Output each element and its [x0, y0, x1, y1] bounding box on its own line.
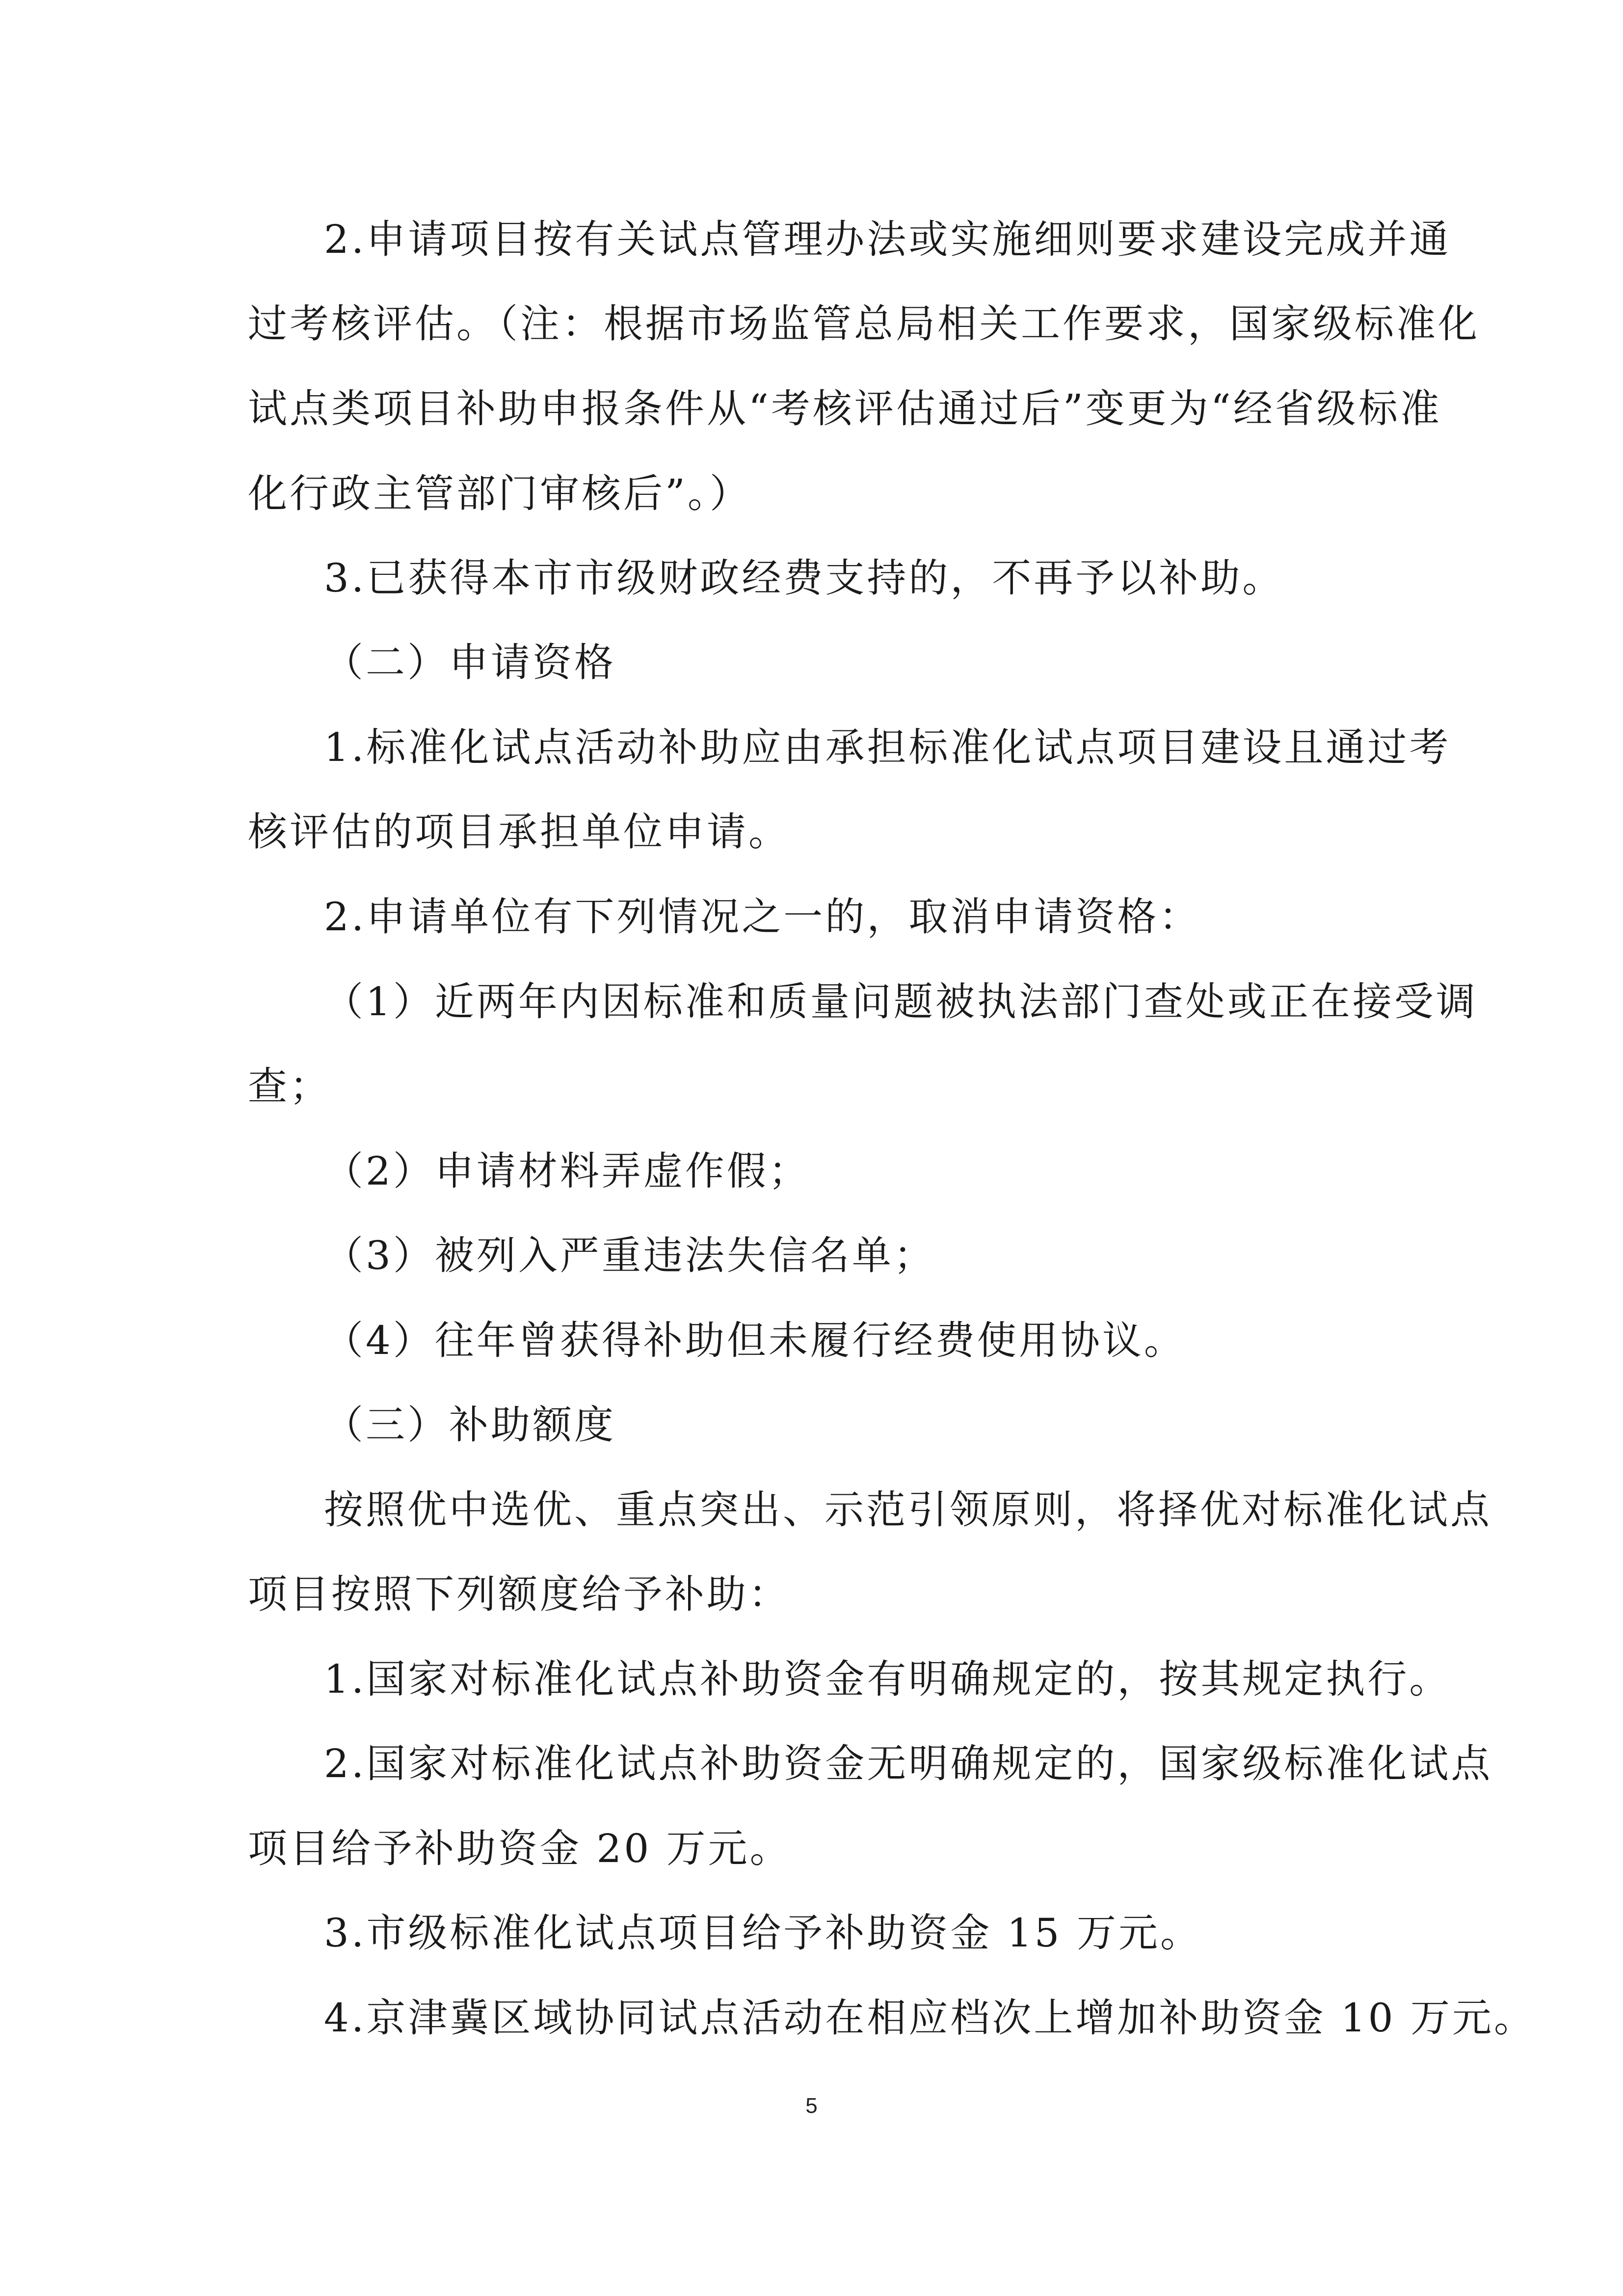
list-item-disqualify-3: （3）被列入严重违法失信名单； [324, 1233, 935, 1278]
section-heading-qualification: （二）申请资格 [324, 640, 616, 685]
paragraph-subsidy-3: 3.市级标准化试点项目给予补助资金 15 万元。 [324, 1910, 1202, 1956]
paragraph-subsidy-2-line-2: 项目给予补助资金 20 万元。 [248, 1826, 792, 1871]
list-item-disqualify-2: （2）申请材料弄虚作假； [324, 1148, 810, 1194]
paragraph-subsidy-1: 1.国家对标准化试点补助资金有明确规定的，按其规定执行。 [324, 1656, 1451, 1702]
paragraph-subsidy-intro-line-1: 按照优中选优、重点突出、示范引领原则，将择优对标准化试点 [324, 1487, 1492, 1533]
paragraph-subsidy-2-line-1: 2.国家对标准化试点补助资金无明确规定的，国家级标准化试点 [324, 1741, 1493, 1786]
paragraph-subsidy-intro-line-2: 项目按照下列额度给予补助： [248, 1571, 790, 1617]
paragraph-subsidy-4: 4.京津冀区域协同试点活动在相应档次上增加补助资金 10 万元。 [324, 1995, 1536, 2041]
list-item-disqualify-1-line-1: （1）近两年内因标准和质量问题被执法部门查处或正在接受调 [324, 979, 1478, 1025]
paragraph-qualification-1-line-2: 核评估的项目承担单位申请。 [248, 809, 790, 855]
section-heading-subsidy-amount: （三）补助额度 [324, 1402, 616, 1448]
paragraph-qualification-1-line-1: 1.标准化试点活动补助应由承担标准化试点项目建设且通过考 [324, 725, 1451, 770]
paragraph-requirement-2-line-3: 试点类项目补助申报条件从“考核评估通过后”变更为“经省级标准 [248, 386, 1442, 432]
paragraph-requirement-3: 3.已获得本市市级财政经费支持的，不再予以补助。 [324, 555, 1284, 601]
page-number: 5 [805, 2094, 818, 2118]
list-item-disqualify-4: （4）往年曾获得补助但未履行经费使用协议。 [324, 1318, 1186, 1363]
paragraph-qualification-2: 2.申请单位有下列情况之一的，取消申请资格： [324, 894, 1201, 940]
paragraph-requirement-2-line-1: 2.申请项目按有关试点管理办法或实施细则要求建设完成并通 [324, 216, 1451, 262]
paragraph-requirement-2-line-2: 过考核评估。（注：根据市场监管总局相关工作要求，国家级标准化 [248, 301, 1480, 347]
paragraph-requirement-2-line-4: 化行政主管部门审核后”。） [248, 471, 751, 516]
list-item-disqualify-1-line-2: 查； [248, 1063, 331, 1109]
